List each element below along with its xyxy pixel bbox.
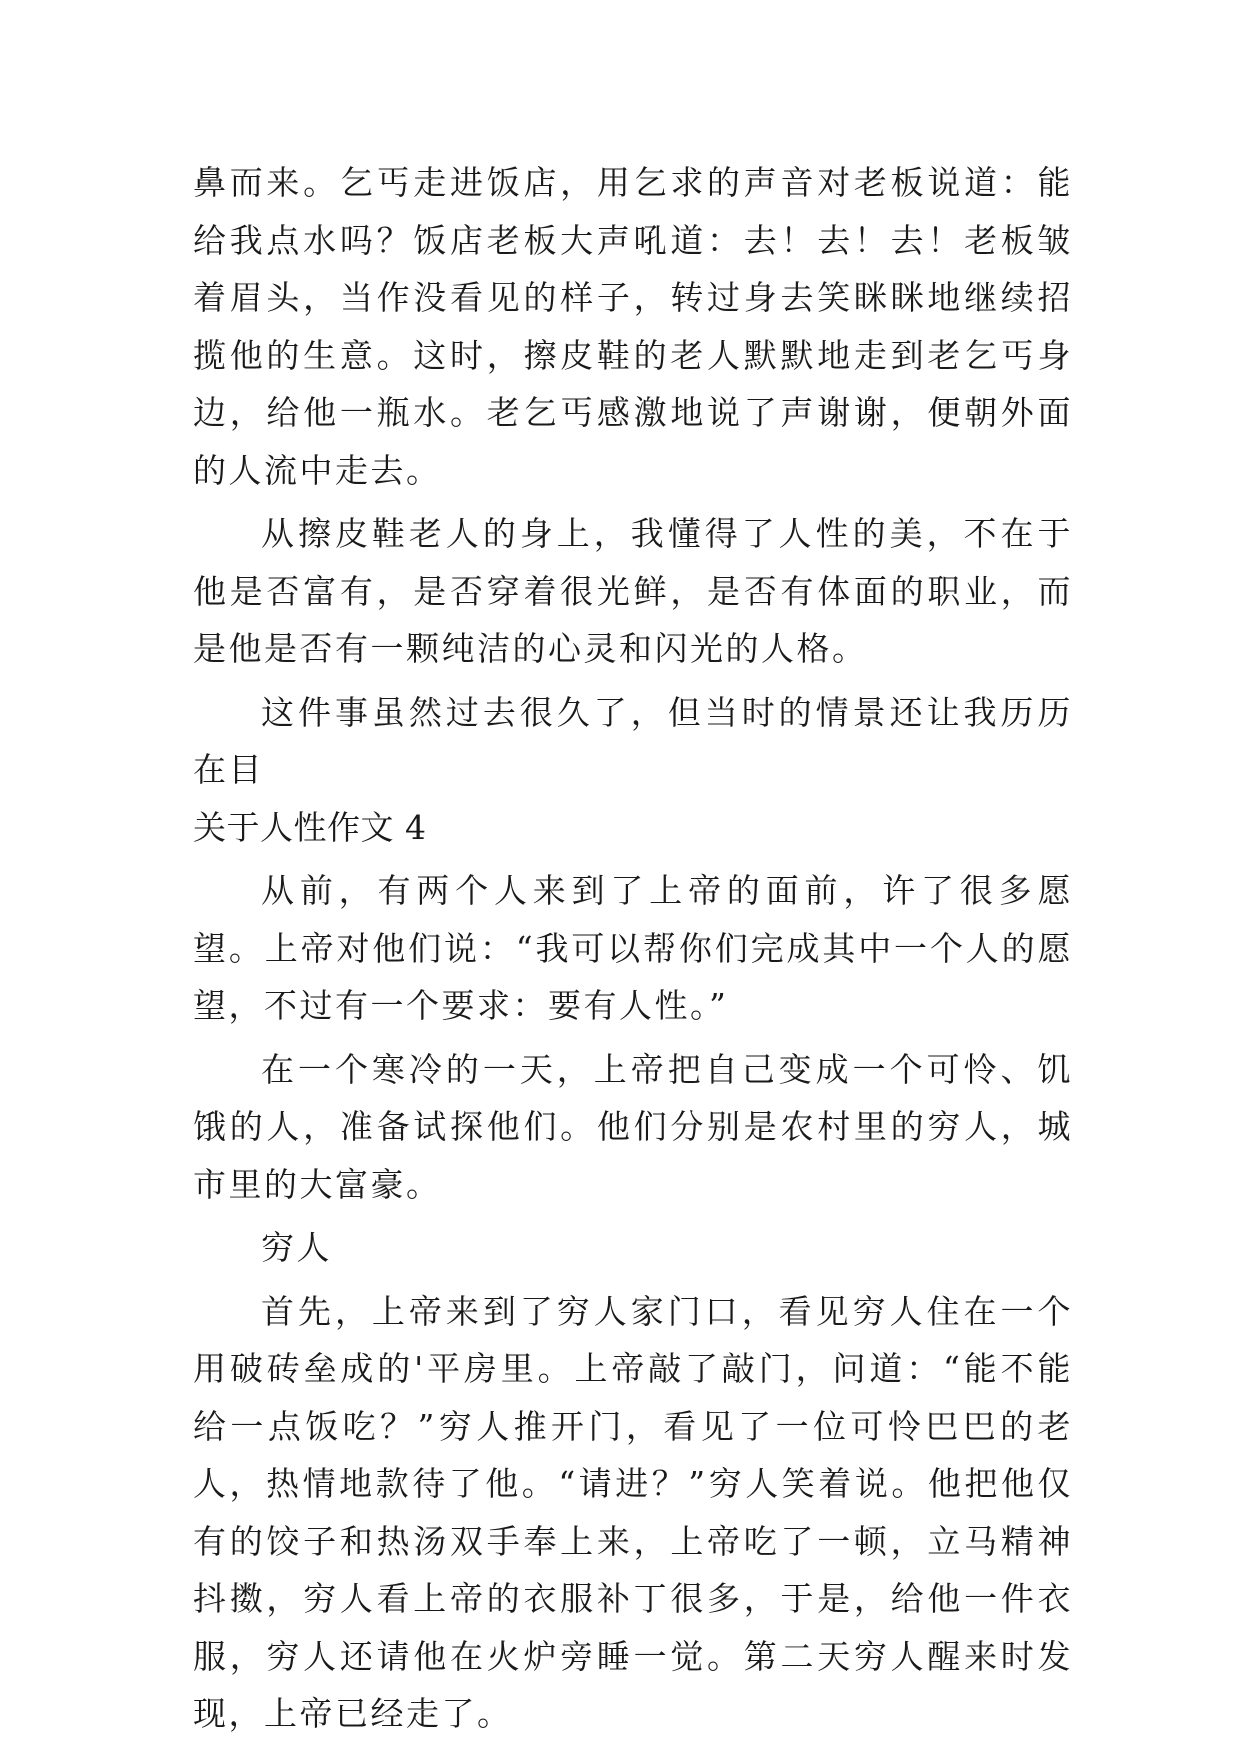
document-body xyxy=(193,154,1073,1743)
paragraph-poor-man-story: 首先，上帝来到了穷人家门口，看见穷人住在一个用破砖垒成的'平房里。上帝敲了敲门，问道：“能不能给一点饭吃？”穷人推开门，看见了一位可怜巴巴的老人，热情地款待了他。“请进？”穷人笑着说。他把他仅有的饺子和热汤双手奉上来，上帝吃了一顿，立马精神抖擞，穷人看上帝的衣服补丁很多，于是，给他一件衣服，穷人还请他在火炉旁睡一觉。第二天穷人醒来时发现，上帝已经走了。 xyxy=(193,1291,1073,1733)
paragraph-two-people: 从前，有两个人来到了上帝的面前，许了很多愿望。上帝对他们说：“我可以帮你们完成其中一个人的愿望，不过有一个要求：要有人性。” xyxy=(193,871,1073,1025)
paragraph-cold-day: 在一个寒冷的一天，上帝把自己变成一个可怜、饥饿的人，准备试探他们。他们分别是农村里的穷人，城市里的大富豪。 xyxy=(193,1049,1073,1204)
essay-heading: 关于人性作文 4 xyxy=(193,807,427,847)
paragraph-memory: 这件事虽然过去很久了，但当时的情景还让我历历在目 xyxy=(193,692,1073,789)
section-label-poor-man: 穷人 xyxy=(261,1228,332,1267)
paragraph-beggar-story: 鼻而来。乞丐走进饭店，用乞求的声音对老板说道：能给我点水吗？饭店老板大声吼道：去！去！去！老板皱着眉头，当作没看见的样子，转过身去笑眯眯地继续招揽他的生意。这时，擦皮鞋的老人默默地走到老乞丐身边，给他一瓶水。老乞丐感激地说了声谢谢，便朝外面的人流中走去。 xyxy=(193,163,1073,490)
paragraph-shoeshiner-reflection: 从擦皮鞋老人的身上，我懂得了人性的美，不在于他是否富有，是否穿着很光鲜，是否有体面的职业，而是他是否有一颗纯洁的心灵和闪光的人格。 xyxy=(193,514,1073,668)
